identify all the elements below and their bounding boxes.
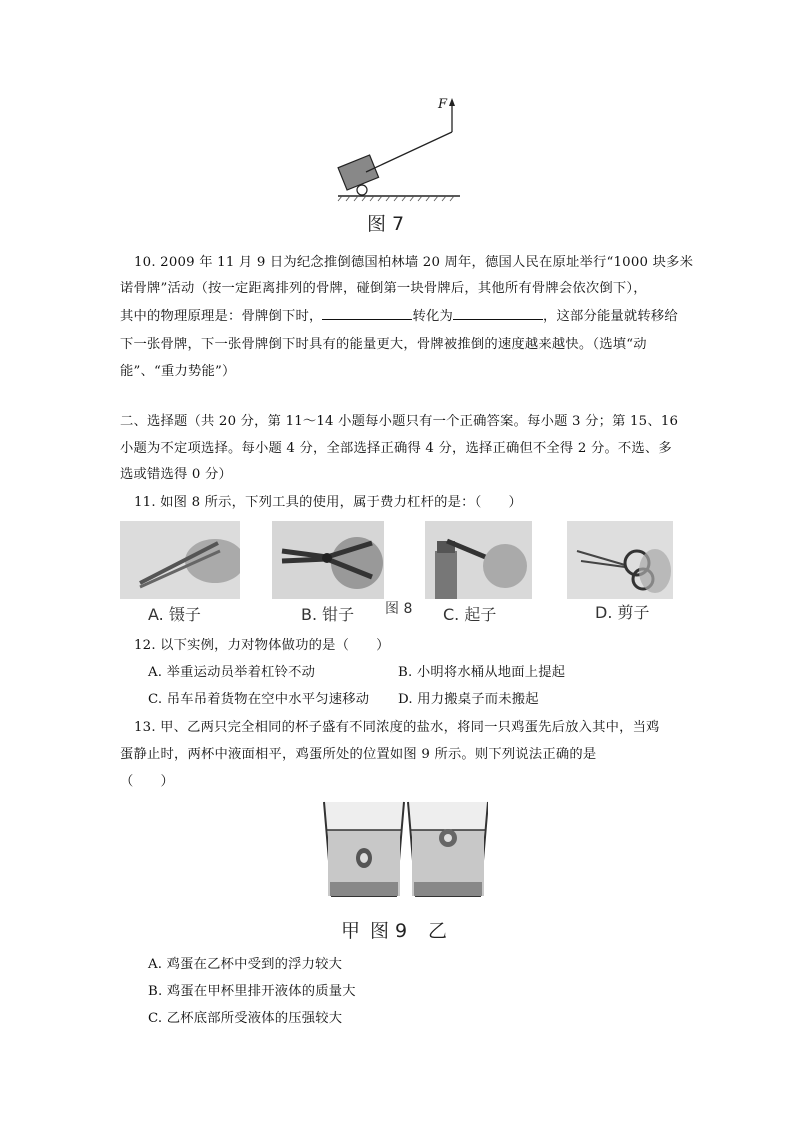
q11-option-c[interactable]: C. 起子 (443, 605, 497, 624)
q12-option-b[interactable]: B. 小明将水桶从地面上提起 (398, 665, 566, 680)
figure-9-caption-jia: 甲 (341, 920, 361, 942)
figure-9-caption: 图 9 (370, 920, 408, 942)
q12-stem: 12. 以下实例，力对物体做功的是（ ） (134, 638, 390, 653)
section-2-line-1: 二、选择题（共 20 分，第 11～14 小题每小题只有一个正确答案。每小题 3 分；第 15、16 (120, 414, 679, 429)
section-2-line-2: 小题为不定项选择。每小题 4 分，全部选择正确得 4 分，选择正确但不全得 2 分。不选、多 (120, 441, 672, 456)
q10-line-5: 能”、“重力势能”） (120, 364, 236, 379)
q13-option-c[interactable]: C. 乙杯底部所受液体的压强较大 (148, 1011, 343, 1026)
figure-9-photo (318, 800, 488, 904)
figure-7-caption: 图 7 (367, 213, 405, 235)
q11-option-b[interactable]: B. 钳子 (301, 605, 355, 624)
q13-option-a[interactable]: A. 鸡蛋在乙杯中受到的浮力较大 (148, 957, 343, 972)
section-2-line-3: 选或错选得 0 分） (120, 467, 232, 482)
figure-8-caption: 图 8 (385, 601, 413, 617)
figure-9-caption-yi: 乙 (428, 920, 448, 942)
q11-stem: 11. 如图 8 所示，下列工具的使用，属于费力杠杆的是：（ ） (134, 495, 522, 510)
q13-line-2: 蛋静止时，两杯中液面相平，鸡蛋所处的位置如图 9 所示。则下列说法正确的是 (120, 747, 597, 762)
q10-line-3-part-b: 转化为 (412, 309, 453, 324)
figure-7-diagram (330, 92, 470, 212)
q11-option-d[interactable]: D. 剪子 (595, 603, 650, 622)
q10-answer-blank-2[interactable] (453, 306, 543, 320)
q10-line-3 (120, 305, 678, 324)
q13-option-b[interactable]: B. 鸡蛋在甲杯里排开液体的质量大 (148, 984, 356, 999)
pliers-photo (272, 521, 384, 599)
q12-option-c[interactable]: C. 吊车吊着货物在空中水平匀速移动 (148, 692, 370, 707)
q10-line-1: 10. 2009 年 11 月 9 日为纪念推倒德国柏林墙 20 周年，德国人民在原址举行“1000 块多米 (134, 255, 694, 270)
q13-line-1: 13. 甲、乙两只完全相同的杯子盛有不同浓度的盐水，将同一只鸡蛋先后放入其中，当鸡 (134, 720, 660, 735)
q10-line-3-part-a: 其中的物理原理是：骨牌倒下时， (120, 309, 323, 324)
q12-option-a[interactable]: A. 举重运动员举着杠铃不动 (148, 665, 316, 680)
q10-line-2: 诺骨牌”活动（按一定距离排列的骨牌，碰倒第一块骨牌后，其他所有骨牌会依次倒下）， (120, 281, 647, 296)
q10-line-3-part-c: ，这部分能量就转移给 (542, 309, 678, 324)
q10-answer-blank-1[interactable] (322, 306, 412, 320)
q13-line-3: （ ） (120, 774, 174, 789)
scissors-photo (567, 521, 673, 599)
force-label: F (438, 97, 448, 112)
q11-option-a[interactable]: A. 镊子 (148, 605, 201, 624)
q12-option-d[interactable]: D. 用力搬桌子而未搬起 (398, 692, 539, 707)
bottle-opener-photo (425, 521, 532, 599)
q10-line-4: 下一张骨牌，下一张骨牌倒下时具有的能量更大，骨牌被推倒的速度越来越快。（选填“动 (120, 337, 647, 352)
tweezers-photo (120, 521, 240, 599)
